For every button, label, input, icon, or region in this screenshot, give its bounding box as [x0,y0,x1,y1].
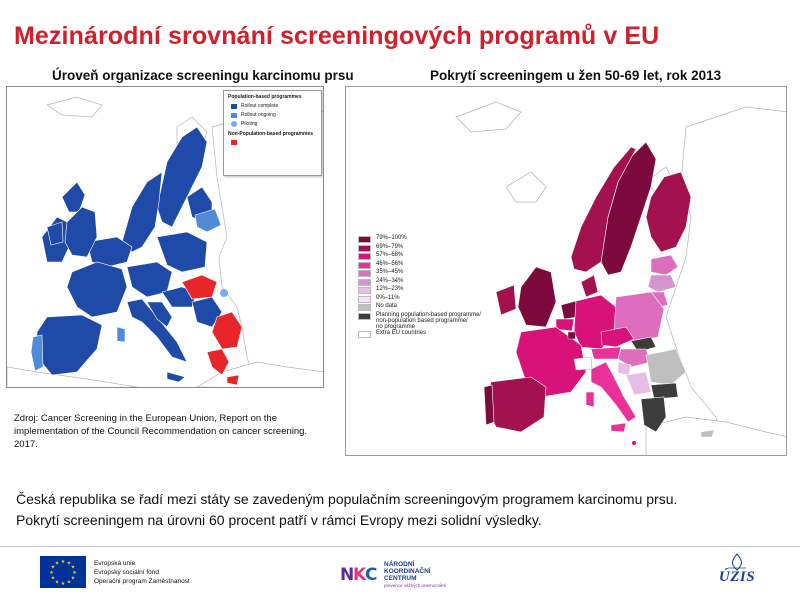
footer-divider [0,546,800,547]
legend-label: 57%–68% [376,252,404,258]
legend-label: 24%–34% [376,277,404,284]
legend-item [358,235,493,243]
right-map-heading: Pokrytí screeningem u žen 50-69 let, rok 2013 [430,68,722,83]
legend-label: 0%–11% [376,294,400,301]
svg-text:★: ★ [60,559,66,565]
legend-label: No data [376,303,398,309]
legend-label: 79%–100% [376,235,407,241]
organisation-legend [223,90,322,176]
eu-line: Operační program Zaměstnanost [94,578,190,585]
legend-swatch [358,331,371,338]
legend-item [358,312,493,330]
legend-label: Piloting [241,121,258,127]
svg-text:K: K [353,565,367,585]
legend-item [358,286,493,294]
legend-item [231,103,317,109]
legend-label: Planning population-based programme/ non-population based programme/ no programme [376,311,482,330]
legend-swatch [358,236,371,243]
svg-text:★: ★ [49,570,54,576]
nkc-line: KOORDINAČNÍ [384,568,431,575]
legend-swatch [231,104,237,109]
screening-coverage-map [345,86,787,456]
coverage-legend [358,235,493,339]
page-title: Mezinárodní srovnání screeningových programů v EU [14,22,660,50]
summary-line: Pokrytí screeningem na úrovni 60 procent patří v rámci Evropy mezi solidní výsledky. [16,512,542,528]
legend-swatch [358,253,371,260]
nkc-tagline: prevence vážných onemocnění [384,583,447,588]
summary-text [16,489,677,531]
legend-item [231,121,317,127]
svg-text:★: ★ [70,575,76,582]
legend-swatch [358,262,371,269]
eu-funding-text [94,559,190,586]
legend-item [231,112,317,118]
uzis-wordmark: ÚZIS [718,569,756,585]
svg-text:C: C [365,565,378,585]
legend-swatch [358,313,371,320]
legend-item [358,244,493,252]
svg-text:★: ★ [50,564,56,571]
svg-text:★: ★ [54,560,60,567]
legend-swatch [231,140,237,145]
legend-label: 35%–45% [376,269,404,275]
legend-swatch [231,121,237,127]
eu-flag-icon [40,556,86,588]
legend-item [231,140,317,145]
screening-organisation-map [6,86,324,388]
legend-item [358,269,493,277]
legend-swatch [358,245,371,252]
legend-swatch [358,279,371,286]
legend-group2-heading: Non-Population-based programmes [228,131,314,137]
source-citation: Zdroj: Cancer Screening in the European Union, Report on the implementation of the Council Recommendation on cancer screening. 2017. [14,413,308,450]
legend-item [358,278,493,286]
nkc-line: NÁRODNÍ [384,561,415,568]
piloting-marker [220,289,228,297]
nkc-text [384,561,446,589]
legend-swatch [358,270,371,277]
uzis-logo [712,552,762,592]
legend-item [358,303,493,311]
svg-text:★: ★ [72,570,77,576]
svg-text:★: ★ [66,579,72,586]
legend-item [358,261,493,269]
nkc-line: CENTRUM [384,575,417,582]
legend-label: Extra EU countries [376,330,427,336]
legend-swatch [358,287,371,294]
legend-label: 12%–23% [376,286,404,292]
eu-line: Evropská unie [94,560,136,567]
legend-label: 46%–56% [376,260,404,267]
legend-swatch [358,296,371,303]
legend-item [358,295,493,303]
svg-text:★: ★ [50,575,56,582]
svg-text:★: ★ [66,560,72,567]
eu-line: Evropský sociální fond [94,569,160,576]
legend-label: Rollout ongoing [241,112,276,118]
legend-item [358,330,493,338]
legend-label: Rollout complete [241,103,279,109]
left-map-heading: Úroveň organizace screeningu karcinomu prsu [52,68,354,83]
svg-text:★: ★ [54,579,60,586]
svg-text:★: ★ [60,581,66,587]
nkc-logo-icon [340,560,380,586]
legend-swatch [358,304,371,311]
legend-group1-heading: Population-based programmes [228,94,302,100]
summary-line: Česká republika se řadí mezi státy se zavedeným populačním screeningovým programem karcinomu prsu. [16,491,678,507]
svg-text:N: N [340,565,355,585]
legend-swatch [231,113,237,118]
legend-label: 69%–79% [376,243,404,250]
svg-text:★: ★ [70,564,76,571]
legend-item [358,252,493,260]
